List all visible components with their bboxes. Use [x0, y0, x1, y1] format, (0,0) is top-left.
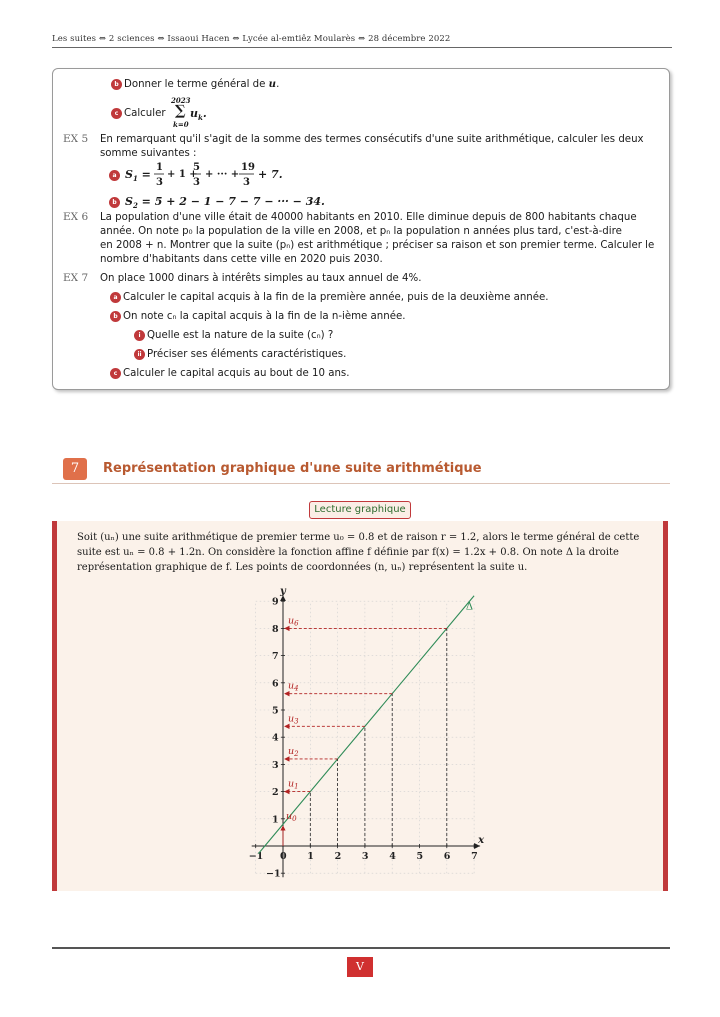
y-tick-label: 3 [272, 759, 279, 771]
svg-text:+ 1 +: + 1 + [167, 169, 198, 180]
exercise-box [52, 68, 670, 390]
lecture-line-2: suite est uₙ = 0.8 + 1.2n. On considère la fonction affine f définie par f(x) = 1.2x + 0.8. On note Δ la droite [77, 547, 619, 558]
section-rule [52, 483, 670, 484]
ex5-line2: somme suivantes : [100, 148, 197, 159]
lecture-box [52, 521, 668, 891]
ex5-s1: $S_1$ = [125, 168, 151, 184]
ex5-line1: En remarquant qu'il s'agit de la somme des termes consécutifs d'une suite arithmétique, calculer les deux [100, 134, 644, 145]
ex7-item-c: c Calculer le capital acquis au bout de 10 ans. [110, 367, 349, 381]
section-number-badge: 7 [63, 458, 87, 480]
bullet-ii: ii [134, 349, 145, 360]
bullet-b: b [110, 311, 121, 322]
x-tick-label: 6 [443, 851, 451, 862]
ex5-label: EX 5 [63, 133, 89, 145]
y-tick-label: −1 [266, 868, 281, 880]
point-label: $u_1$ [288, 778, 299, 791]
bullet-b: b [111, 79, 122, 90]
arithmetic-sequence-chart [245, 581, 495, 886]
y-tick-label: 8 [272, 623, 279, 635]
ex6-line1: La population d'une ville était de 40000 habitants en 2010. Elle diminue depuis de 800 habitants chaque [100, 212, 637, 223]
bullet-c: c [110, 368, 121, 379]
sum-symbol-icon: ∑ [175, 103, 186, 119]
point-label: $u_4$ [288, 680, 299, 693]
ex7-label: EX 7 [63, 272, 89, 284]
point-label: $u_0$ [286, 811, 297, 824]
footer-rule [52, 947, 670, 949]
item-c-prev: c Calculer [111, 107, 166, 121]
point-label: $u_6$ [288, 615, 299, 628]
point-label: $u_2$ [288, 745, 299, 758]
ex6-line3: en 2008 + n. Montrer que la suite (pₙ) est arithmétique ; préciser sa raison et son premier terme. Calculer le [100, 240, 655, 251]
y-tick-label: 9 [272, 596, 279, 608]
sum-upper-bound: 2023 [171, 96, 191, 105]
svg-text:3: 3 [193, 177, 200, 188]
x-tick-label: 2 [334, 851, 342, 862]
item-b-prev: b Donner le terme général de u. [111, 77, 279, 92]
page-header: Les suites ⇔ 2 sciences ⇔ Issaoui Hacen ⇔ Lycée al-emtiêz Moularès ⇔ 28 décembre 2022 [52, 34, 451, 44]
x-axis-label: x [478, 835, 485, 846]
bullet-i: i [134, 330, 145, 341]
y-axis-label: y [280, 586, 286, 598]
sum-lower-bound: k=0 [173, 120, 189, 129]
ex6-label: EX 6 [63, 211, 89, 223]
svg-text:3: 3 [243, 177, 250, 188]
x-tick-label: 0 [280, 851, 287, 862]
ex5-s1-tail: + 7. [258, 168, 283, 181]
x-tick-label: 1 [307, 851, 314, 862]
delta-label: Δ [465, 601, 474, 613]
y-tick-label: 5 [272, 705, 279, 717]
ex7-line1: On place 1000 dinars à intérêts simples au taux annuel de 4%. [100, 273, 422, 284]
svg-text:+ ··· +: + ··· + [205, 169, 240, 180]
ex5-s2: $S_2 = 5 + 2 - 1 - 7 - 7$ − ··· − 34. [125, 195, 325, 211]
y-tick-label: 1 [272, 814, 279, 826]
svg-text:19: 19 [241, 162, 255, 173]
y-tick-label: 6 [272, 678, 279, 690]
lecture-line-1: Soit (uₙ) une suite arithmétique de premier terme u₀ = 0.8 et de raison r = 1.2, alors le terme général de cette [77, 532, 640, 543]
svg-text:5: 5 [193, 162, 200, 173]
page-number: V [347, 957, 373, 977]
x-tick-label: 3 [361, 851, 369, 862]
ex7-item-b: b On note cₙ la capital acquis à la fin de la n-ième année. [110, 310, 405, 324]
x-tick-label: 4 [389, 851, 396, 862]
section-title: Représentation graphique d'une suite arithmétique [103, 461, 482, 476]
ex7-item-b-ii: ii Préciser ses éléments caractéristiques. [134, 348, 346, 362]
x-tick-label: 5 [416, 851, 424, 862]
point-label: $u_3$ [288, 713, 299, 726]
y-tick-label: 4 [272, 732, 279, 744]
x-tick-label: 7 [471, 851, 478, 862]
lecture-line-3: représentation graphique de f. Les points de coordonnées (n, uₙ) représentent la suite u. [77, 562, 528, 573]
bullet-b: b [109, 197, 120, 208]
ex6-line2: année. On note p₀ la population de la ville en 2008, et pₙ la population n années plus tard, c'est-à-dire [100, 226, 622, 237]
header-rule [52, 47, 672, 48]
bullet-c: c [111, 108, 122, 119]
y-tick-label: 2 [272, 787, 279, 799]
lecture-tab: Lecture graphique [309, 501, 411, 519]
bullet-a: a [110, 292, 121, 303]
y-tick-label: 7 [272, 651, 279, 663]
ex6-line4: nombre d'habitants dans cette ville en 2020 puis 2030. [100, 254, 383, 265]
lecture-text [77, 530, 667, 575]
svg-text:3: 3 [156, 177, 163, 188]
svg-text:1: 1 [156, 162, 163, 173]
bullet-a: a [109, 170, 120, 181]
ex7-item-a: a Calculer le capital acquis à la fin de la première année, puis de la deuxième année. [110, 291, 549, 305]
sum-term: $u_k$. [190, 107, 207, 123]
x-tick-label: −1 [248, 851, 264, 862]
ex7-item-b-i: i Quelle est la nature de la suite (cₙ) ? [134, 329, 333, 343]
